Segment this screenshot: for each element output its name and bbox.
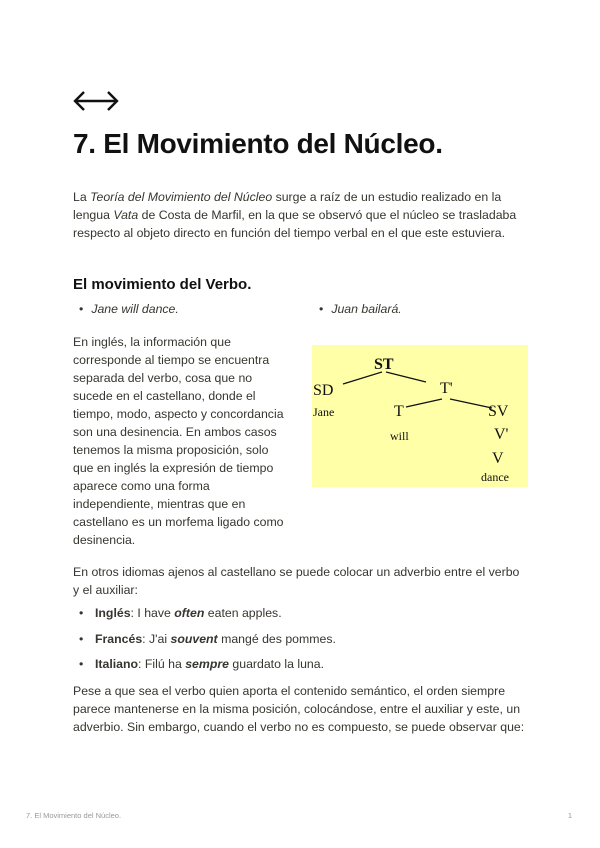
tree-node-vbar: V' [494, 426, 509, 443]
sentence-end: eaten apples. [204, 606, 282, 620]
intro-text-3: de Costa de Marfil, en la que se observó que el núcleo se trasladaba respecto al objeto directo en función del tiempo verbal en el que este estuviera. [73, 208, 517, 240]
example-english [79, 302, 179, 316]
adverb-paragraph: En otros idiomas ajenos al castellano se puede colocar un adverbio entre el verbo y el auxiliar: [73, 565, 520, 597]
tree-branch [450, 399, 492, 408]
intro-text-1: La [73, 190, 91, 204]
tree-leaf-jane: Jane [313, 405, 335, 419]
tree-leaf-will: will [390, 429, 409, 443]
tree-leaf-dance: dance [481, 470, 509, 484]
tree-node-sd: SD [313, 382, 334, 399]
sentence-end: mangé des pommes. [217, 631, 336, 646]
order-paragraph: Pese a que sea el verbo quien aporta el contenido semántico, el orden siempre parece mantenerse en la misma posición, colocándose, entre el auxiliar y este, un adverbio. Sin embargo, cuando el verbo no es compuesto, se puede observar que: [73, 684, 525, 734]
bullet: • [79, 657, 84, 671]
language-label: Francés [95, 631, 143, 646]
tree-branch [343, 372, 382, 384]
list-item [73, 655, 336, 681]
intro-text-2: surge a raíz de un estudio realizado en la lengua [73, 190, 502, 222]
tree-node-tbar: T' [440, 380, 453, 397]
tree-branch [386, 372, 426, 382]
syntax-tree [312, 345, 528, 487]
left-right-arrow-icon [73, 88, 119, 114]
theory-name: Teoría del Movimiento del Núcleo [90, 190, 273, 204]
list-item [73, 604, 336, 630]
bullet: • [79, 302, 84, 316]
bullet: • [319, 302, 324, 316]
example-spanish-text: Juan bailará. [331, 302, 402, 316]
page-number: 1 [567, 811, 572, 820]
adverb: souvent [170, 631, 218, 646]
tree-node-v: V [492, 450, 504, 467]
sentence-start: : I have [130, 606, 175, 620]
bullet: • [79, 631, 84, 646]
sentence-start: : Filú ha [138, 657, 186, 671]
language-label: Inglés [95, 606, 131, 620]
syntax-tree-image [312, 345, 528, 487]
adverb: often [174, 606, 205, 620]
language-label: Italiano [95, 657, 139, 671]
footer-title: 7. El Movimiento del Núcleo. [26, 811, 122, 820]
list-item [73, 630, 336, 656]
tree-node-t: T [394, 403, 404, 420]
bullet: • [79, 606, 84, 620]
page-title: 7. El Movimiento del Núcleo. [73, 128, 443, 159]
sentence-start: : J'ai [142, 631, 171, 646]
section-heading: El movimiento del Verbo. [73, 276, 252, 293]
tree-branch [406, 399, 442, 407]
sentence-end: guardato la luna. [228, 657, 324, 671]
tree-node-st: ST [374, 356, 394, 373]
language-examples-list [73, 604, 336, 681]
explanation-paragraph: En inglés, la información que corresponde al tiempo se encuentra separada del verbo, cosa que no sucede en el castellano, donde el tiempo, modo, aspecto y concordancia son una desinencia. En ambos casos tenemos la misma proposición, solo que en inglés la expresión de tiempo aparece como una forma independiente, mientras que en castellano es un morfema ligado como desinencia. [73, 335, 284, 547]
adverb: sempre [185, 657, 229, 671]
intro-paragraph [73, 188, 528, 242]
language-name: Vata [113, 208, 139, 222]
tree-node-sv: SV [488, 403, 509, 420]
example-spanish [319, 302, 402, 316]
example-english-text: Jane will dance. [91, 302, 179, 316]
